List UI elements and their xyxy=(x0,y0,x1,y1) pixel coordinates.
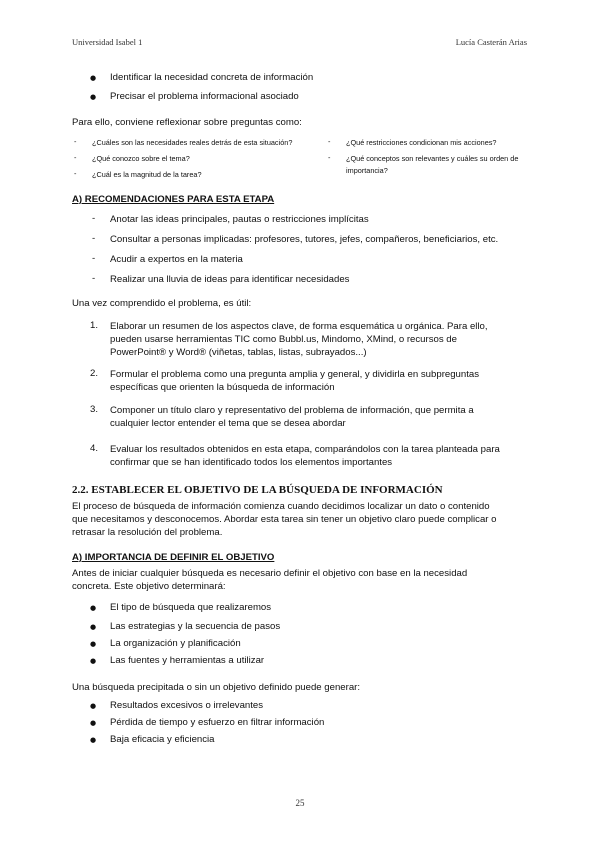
bullet-icon: ● xyxy=(90,604,97,612)
importance-paragraph-line: Antes de iniciar cualquier búsqueda es necesario definir el objetivo con base en la necesidad xyxy=(72,568,468,579)
question-item: ¿Qué conozco sobre el tema? xyxy=(92,154,190,163)
dash-icon: - xyxy=(328,153,331,162)
step-line: Elaborar un resumen de los aspectos clave, de forma esquemática u orgánica. Para ello, xyxy=(110,321,488,332)
list-item: Consultar a personas implicadas: profesores, tutores, jefes, compañeros, beneficiarios, etc. xyxy=(110,234,499,245)
question-item-continued: importancia? xyxy=(346,166,388,175)
bullet-icon: ● xyxy=(90,623,97,631)
list-item: Precisar el problema informacional asociado xyxy=(110,91,299,102)
hasty-text: Una búsqueda precipitada o sin un objetivo definido puede generar: xyxy=(72,682,361,693)
list-item: Las fuentes y herramientas a utilizar xyxy=(110,655,265,666)
bullet-icon: ● xyxy=(90,719,97,727)
step-line: Evaluar los resultados obtenidos en esta etapa, comparándolos con la tarea planteada para xyxy=(110,444,500,455)
step-line: cualquier lector entender el tema que se desea abordar xyxy=(110,418,346,429)
bullet-icon: ● xyxy=(90,640,97,648)
header-right: Lucía Casterán Arias xyxy=(455,37,527,47)
list-item: Identificar la necesidad concreta de información xyxy=(110,72,314,83)
dash-icon: - xyxy=(92,273,96,284)
section-paragraph-line: que necesitamos y desconocemos. Abordar esta tarea sin tener un objetivo claro puede complicar o xyxy=(72,514,497,525)
list-item: Baja eficacia y eficiencia xyxy=(110,734,215,745)
bullet-icon: ● xyxy=(90,736,97,744)
page-number: 25 xyxy=(295,798,305,808)
once-text: Una vez comprendido el problema, es útil: xyxy=(72,298,252,309)
list-item: Acudir a expertos en la materia xyxy=(110,254,243,265)
dash-icon: - xyxy=(92,233,96,244)
question-item: ¿Qué restricciones condicionan mis acciones? xyxy=(346,138,497,147)
list-item: Anotar las ideas principales, pautas o restricciones implícitas xyxy=(110,214,369,225)
dash-icon: - xyxy=(74,169,77,178)
section-title: 2.2. ESTABLECER EL OBJETIVO DE LA BÚSQUEDA DE INFORMACIÓN xyxy=(72,484,443,496)
question-item: ¿Cuál es la magnitud de la tarea? xyxy=(92,170,202,179)
step-number: 4. xyxy=(90,443,99,454)
list-item: Resultados excesivos o irrelevantes xyxy=(110,700,264,711)
step-line: específicas que orienten la búsqueda de información xyxy=(110,382,335,393)
dash-icon: - xyxy=(74,137,77,146)
recommendations-heading: A) RECOMENDACIONES PARA ESTA ETAPA xyxy=(72,194,275,205)
step-line: Componer un título claro y representativo del problema de información, que permita a xyxy=(110,405,474,416)
list-item: Pérdida de tiempo y esfuerzo en filtrar información xyxy=(110,717,325,728)
list-item: Las estrategias y la secuencia de pasos xyxy=(110,621,281,632)
section-paragraph-line: El proceso de búsqueda de información comienza cuando decidimos localizar un dato o contenido xyxy=(72,501,490,512)
importance-paragraph-line: concreta. Este objetivo determinará: xyxy=(72,581,226,592)
question-item: ¿Qué conceptos son relevantes y cuáles su orden de xyxy=(346,154,519,163)
dash-icon: - xyxy=(328,137,331,146)
list-item: La organización y planificación xyxy=(110,638,241,649)
dash-icon: - xyxy=(92,253,96,264)
bullet-icon: ● xyxy=(90,657,97,665)
step-number: 2. xyxy=(90,368,99,379)
intro-text: Para ello, conviene reflexionar sobre preguntas como: xyxy=(72,117,302,128)
header-left: Universidad Isabel 1 xyxy=(72,37,143,47)
list-item: Realizar una lluvia de ideas para identificar necesidades xyxy=(110,274,350,285)
bullet-icon: ● xyxy=(90,93,97,101)
step-line: confirmar que se han identificado todos los elementos importantes xyxy=(110,457,393,468)
dash-icon: - xyxy=(74,153,77,162)
step-line: pueden usarse herramientas TIC como Bubbl.us, Mindomo, XMind, o recursos de xyxy=(110,334,457,345)
step-line: Formular el problema como una pregunta amplia y general, y dividirla en subpreguntas xyxy=(110,369,480,380)
step-line: PowerPoint® y Word® (viñetas, tablas, listas, subrayados...) xyxy=(110,347,367,358)
step-number: 1. xyxy=(90,320,99,331)
list-item: El tipo de búsqueda que realizaremos xyxy=(110,602,272,613)
importance-heading: A) IMPORTANCIA DE DEFINIR EL OBJETIVO xyxy=(72,552,275,563)
question-item: ¿Cuáles son las necesidades reales detrás de esta situación? xyxy=(92,138,293,147)
bullet-icon: ● xyxy=(90,74,97,82)
bullet-icon: ● xyxy=(90,702,97,710)
section-paragraph-line: retrasar la resolución del problema. xyxy=(72,527,223,538)
dash-icon: - xyxy=(92,213,96,224)
step-number: 3. xyxy=(90,404,99,415)
